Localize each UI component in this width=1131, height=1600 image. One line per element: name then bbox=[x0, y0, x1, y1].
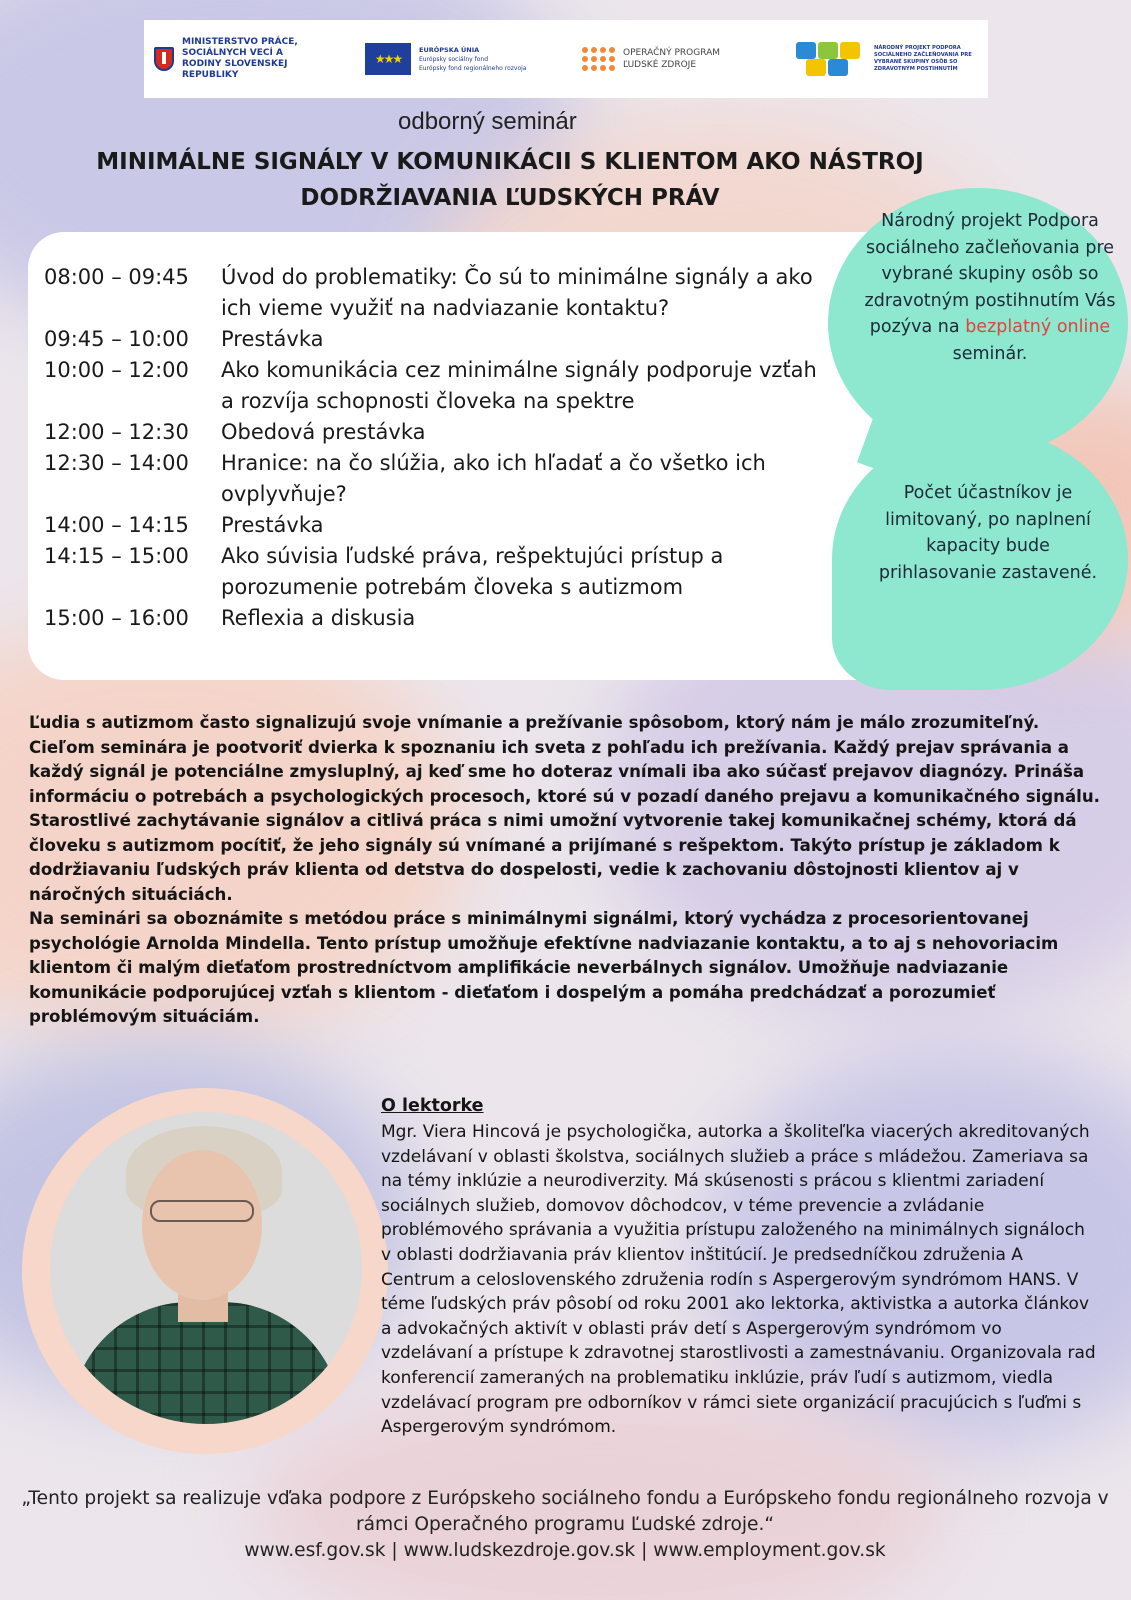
schedule-time: 09:45 – 10:00 bbox=[44, 327, 189, 351]
schedule-row bbox=[44, 603, 824, 634]
eu-flag-icon: ★★★ bbox=[365, 43, 411, 75]
schedule-desc: Obedová prestávka bbox=[221, 420, 426, 444]
intro-text bbox=[29, 711, 1109, 1030]
schedule-time: 12:30 – 14:00 bbox=[44, 451, 189, 475]
schedule-row bbox=[44, 510, 824, 541]
logo-bar bbox=[144, 20, 988, 98]
schedule-desc: Ako komunikácia cez minimálne signály podporuje vzťah a rozvíja schopnosti človeka na spektre bbox=[221, 358, 817, 413]
op-line-1: OPERAČNÝ PROGRAM bbox=[623, 48, 721, 58]
title-line-2: DODRŽIAVANIA ĽUDSKÝCH PRÁV bbox=[300, 185, 720, 211]
ministry-logo bbox=[154, 37, 312, 81]
footer-links: www.esf.gov.sk | www.ludskezdroje.gov.sk | www.employment.gov.sk bbox=[244, 1540, 886, 1561]
schedule-desc: Úvod do problematiky: Čo sú to minimálne signály a ako ich vieme využiť na nadviazanie kontaktu? bbox=[221, 265, 813, 320]
schedule-row bbox=[44, 417, 824, 448]
slovak-coat-of-arms-icon bbox=[154, 47, 174, 71]
national-project-logo bbox=[796, 42, 978, 76]
schedule-time: 14:00 – 14:15 bbox=[44, 513, 189, 537]
schedule-desc: Ako súvisia ľudské práva, rešpektujúci prístup a porozumenie potrebám človeka s autizmom bbox=[221, 544, 724, 599]
invite-text-after: seminár. bbox=[952, 343, 1028, 364]
schedule-row bbox=[44, 448, 824, 510]
schedule-desc: Reflexia a diskusia bbox=[221, 606, 416, 630]
funding-statement: „Tento projekt sa realizuje vďaka podpore z Európskeho sociálneho fondu a Európskeho fondu regionálneho rozvoja v rámci Operačného programu Ľudské zdroje.“ bbox=[21, 1488, 1109, 1535]
schedule-row bbox=[44, 262, 824, 324]
lecturer-photo bbox=[50, 1112, 362, 1424]
schedule bbox=[44, 262, 824, 634]
op-dots-icon bbox=[582, 47, 615, 71]
title-line-1: MINIMÁLNE SIGNÁLY V KOMUNIKÁCII S KLIENTOM AKO NÁSTROJ bbox=[96, 149, 924, 175]
schedule-row bbox=[44, 355, 824, 417]
national-project-name: NÁRODNÝ PROJEKT PODPORA SOCIÁLNEHO ZAČLEŇOVANIA PRE VYBRANÉ SKUPINY OSÔB SO ZDRAVOTNÝM POSTIHNUTÍM bbox=[874, 45, 972, 72]
eu-logo bbox=[365, 43, 529, 75]
invite-highlight: bezplatný online bbox=[965, 317, 1111, 337]
lecturer-heading: O lektorke bbox=[381, 1096, 484, 1116]
schedule-time: 12:00 – 12:30 bbox=[44, 420, 189, 444]
schedule-row bbox=[44, 324, 824, 355]
schedule-time: 14:15 – 15:00 bbox=[44, 544, 189, 568]
invite-text bbox=[860, 208, 1120, 367]
lecturer-bio: Mgr. Viera Hincová je psychologička, autorka a školiteľka viacerých akreditovaných vzdelávaní v oblasti školstva, sociálnych služieb a práce s mládežou. Zameriava sa na témy inklúzie a neurodiverzity. Má skúsenosti s prácou s klientmi zariadení sociálnych služieb, domovov dôchodcov, v téme prevencie a zvládanie problémového správania a využitia prístupu založeného na minimálnych signáloch v oblasti dodržiavania práv klientov inštitúcií. Je predsedníčkou združenia A Centrum a celoslovenského združenia rodín s Aspergerovým syndrómom HANS. V téme ľudských práv pôsobí od roku 2001 ako lektorka, aktivistka a autorka článkov a advokačných aktivít v oblasti práv detí s Aspergerovým syndrómom vo vzdelávaní a prístupe k zdravotnej starostlivosti a zamestnávaniu. Organizovala rad konferencií zameraných na problematiku inklúzie, práv ľudí s autizmom, viedla vzdelávací program pre odborníkov v rámci siete organizácií pracujúcich s ľuďmi s Aspergerovým syndrómom. bbox=[381, 1122, 1096, 1438]
schedule-time: 15:00 – 16:00 bbox=[44, 606, 189, 630]
eu-fund-2: Európsky fond regionálneho rozvoja bbox=[419, 64, 527, 72]
invite-text-before: Národný projekt Podpora sociálneho začleňovania pre vybrané skupiny osôb so zdravotným postihnutím Vás pozýva na bbox=[864, 211, 1116, 337]
eu-fund-1: Európsky sociálny fond bbox=[419, 55, 489, 63]
schedule-desc: Prestávka bbox=[221, 327, 324, 351]
ministry-name: MINISTERSTVO PRÁCE, SOCIÁLNYCH VECÍ A RODINY SLOVENSKEJ REPUBLIKY bbox=[182, 37, 298, 80]
capacity-text: Počet účastníkov je limitovaný, po naplnení kapacity bude prihlasovanie zastavené. bbox=[878, 483, 1098, 583]
schedule-time: 10:00 – 12:00 bbox=[44, 358, 189, 382]
seminar-label: odborný seminár bbox=[398, 108, 577, 135]
schedule-desc: Prestávka bbox=[221, 513, 324, 537]
schedule-row bbox=[44, 541, 824, 603]
puzzle-icon bbox=[796, 42, 866, 76]
op-logo bbox=[582, 47, 743, 71]
schedule-desc: Hranice: na čo slúžia, ako ich hľadať a čo všetko ich ovplyvňuje? bbox=[221, 451, 766, 506]
op-line-2: ĽUDSKÉ ZDROJE bbox=[623, 60, 697, 70]
intro-paragraph-1: Ľudia s autizmom často signalizujú svoje vnímanie a prežívanie spôsobom, ktorý nám je málo zrozumiteľný. Cieľom seminára je pootvoriť dvierka k spoznaniu ich sveta z pohľadu ich prežívania. Každý prejav správania a každý signál je potenciálne zmysluplný, aj keď sme ho doteraz vnímali iba ako súčasť prejavov diagnózy. Prináša informáciu o potrebách a psychologických procesoch, ktoré sú v pozadí daného prejavu a komunikačného signálu. Starostlivé zachytávanie signálov a citlivá práca s nimi umožní vytvorenie takej komunikačnej schémy, ktorá dá človeku s autizmom pocítiť, že jeho signály sú vnímané a prijímané s rešpektom. Takýto prístup je základom k dodržiavaniu ľudských práv klienta od detstva do dospelosti, vedie k zachovaniu dôstojnosti klientov aj v náročných situáciách. bbox=[29, 713, 1100, 904]
page-title bbox=[40, 144, 980, 216]
schedule-time: 08:00 – 09:45 bbox=[44, 265, 189, 289]
eu-title: EURÓPSKA ÚNIA bbox=[419, 45, 480, 54]
intro-paragraph-2: Na seminári sa oboznámite s metódou práce s minimálnymi signálmi, ktorý vychádza z procesorientovanej psychológie Arnolda Mindella. Tento prístup umožňuje efektívne nadviazanie kontaktu, a to aj s nehovoriacim klientom či malým dieťaťom prostredníctvom amplifikácie neverbálnych signálov. Umožňuje nadviazanie komunikácie podporujúcej vzťah s klientom - dieťaťom i dospelým a pomáha predchádzať a porozumieť problémovým situáciám. bbox=[29, 909, 1059, 1026]
